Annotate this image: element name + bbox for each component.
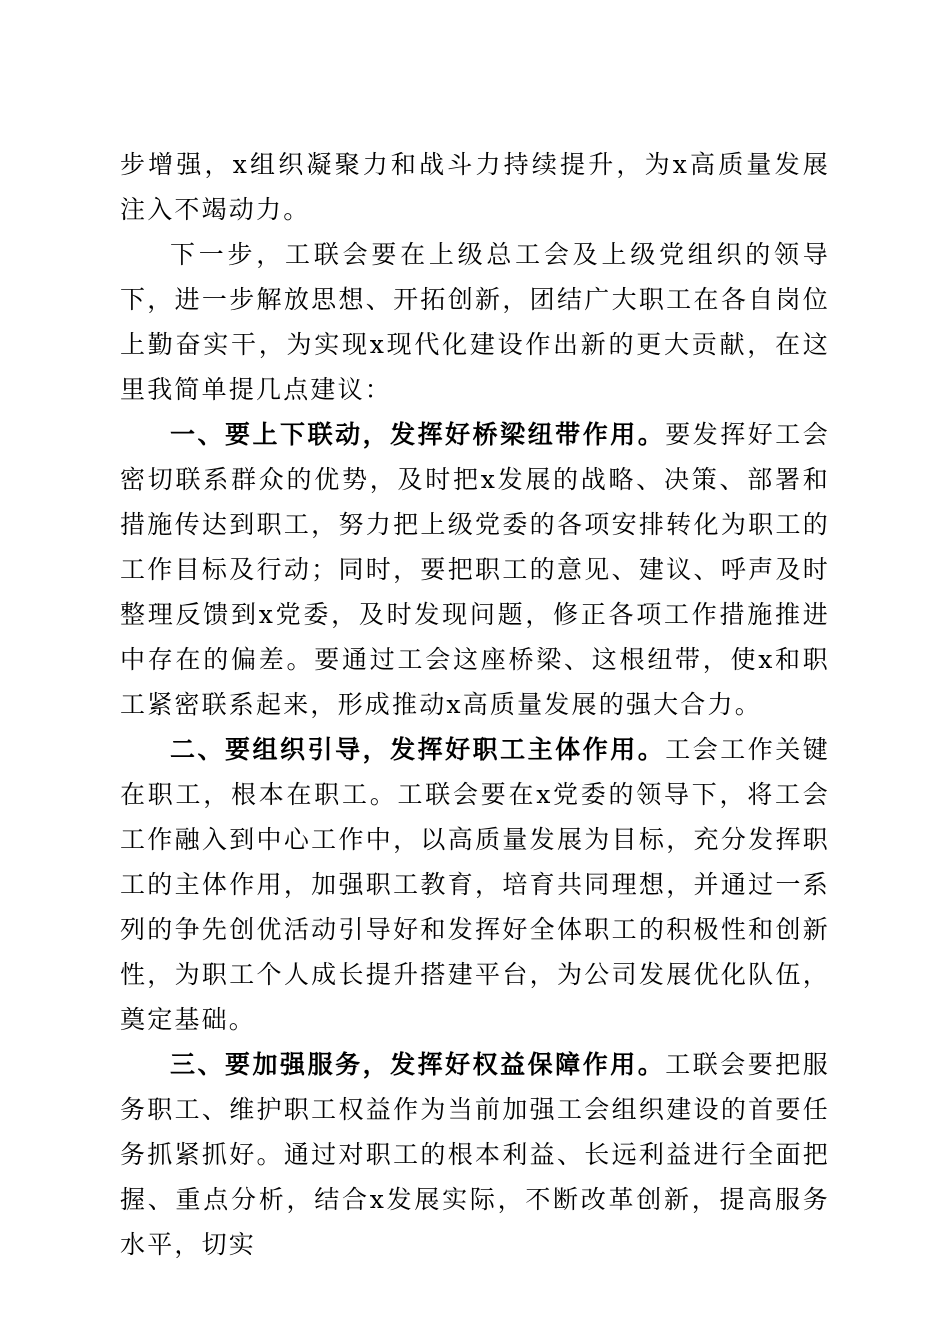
point-heading: 一、要上下联动，发挥好桥梁纽带作用。 <box>170 420 666 449</box>
point-heading: 三、要加强服务，发挥好权益保障作用。 <box>170 1050 666 1079</box>
paragraph-next-steps <box>120 232 830 412</box>
paragraph-point-one <box>120 412 830 727</box>
paragraph-continuation <box>120 142 830 232</box>
paragraph-text: 步增强，x组织凝聚力和战斗力持续提升，为x高质量发展注入不竭动力。 <box>120 150 830 224</box>
document-body <box>120 142 830 1267</box>
paragraph-text: 要发挥好工会密切联系群众的优势，及时把x发展的战略、决策、部署和措施传达到职工，努力把上级党委的各项安排转化为职工的工作目标及行动；同时，要把职工的意见、建议、呼声及时整理反馈到x党委，及时发现问题，修正各项工作措施推进中存在的偏差。要通过工会这座桥梁、这根纽带，使x和职工紧密联系起来，形成推动x高质量发展的强大合力。 <box>120 420 830 719</box>
paragraph-text: 工联会要把服务职工、维护职工权益作为当前加强工会组织建设的首要任务抓紧抓好。通过对职工的根本利益、长远利益进行全面把握、重点分析，结合x发展实际，不断改革创新，提高服务水平，切实 <box>120 1050 830 1259</box>
paragraph-point-two <box>120 727 830 1042</box>
paragraph-text: 下一步，工联会要在上级总工会及上级党组织的领导下，进一步解放思想、开拓创新，团结广大职工在各自岗位上勤奋实干，为实现x现代化建设作出新的更大贡献，在这里我简单提几点建议： <box>120 240 830 404</box>
paragraph-text: 工会工作关键在职工，根本在职工。工联会要在x党委的领导下，将工会工作融入到中心工作中，以高质量发展为目标，充分发挥职工的主体作用，加强职工教育，培育共同理想，并通过一系列的争先创优活动引导好和发挥好全体职工的积极性和创新性，为职工个人成长提升搭建平台，为公司发展优化队伍，奠定基础。 <box>120 735 830 1034</box>
point-heading: 二、要组织引导，发挥好职工主体作用。 <box>170 735 666 764</box>
paragraph-point-three <box>120 1042 830 1267</box>
